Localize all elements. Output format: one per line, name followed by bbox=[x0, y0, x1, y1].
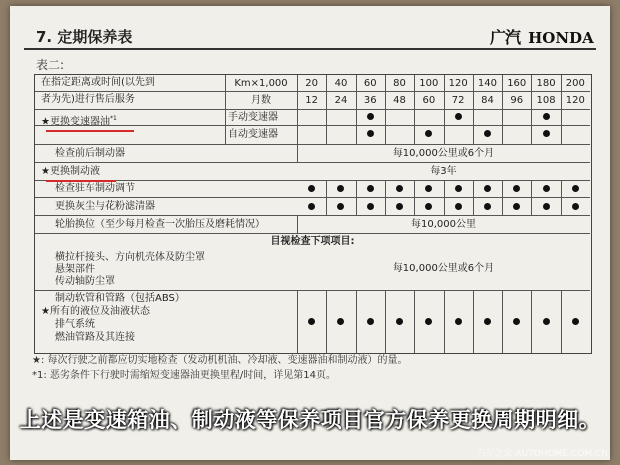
column-divider bbox=[502, 180, 503, 215]
km-value: 120 bbox=[448, 78, 468, 89]
schedule-dot bbox=[543, 113, 550, 120]
column-divider bbox=[473, 180, 474, 215]
km-value: 20 bbox=[305, 78, 319, 89]
column-divider bbox=[414, 290, 415, 353]
schedule-dot bbox=[367, 318, 374, 325]
month-value: 48 bbox=[393, 95, 406, 106]
visual-item: 燃油管路及其连接 bbox=[55, 332, 135, 343]
visual-item: ★所有的液位及油液状态 bbox=[41, 306, 150, 317]
schedule-dot bbox=[367, 113, 374, 120]
column-divider bbox=[561, 180, 562, 215]
visual-item: 排气系统 bbox=[55, 319, 95, 330]
schedule-dot bbox=[543, 185, 550, 192]
km-value: 100 bbox=[419, 78, 439, 89]
column-divider bbox=[444, 180, 445, 215]
km-value: 180 bbox=[536, 78, 556, 89]
row-divider bbox=[225, 91, 590, 92]
highlight-underline bbox=[46, 130, 134, 132]
month-value: 36 bbox=[363, 95, 377, 106]
month-value: 120 bbox=[565, 95, 585, 106]
schedule-dot bbox=[455, 185, 462, 192]
month-value: 96 bbox=[510, 95, 524, 106]
km-value: 160 bbox=[507, 78, 527, 89]
schedule-dot bbox=[396, 203, 403, 210]
month-value: 12 bbox=[305, 95, 319, 106]
schedule-dot bbox=[484, 130, 491, 137]
km-value: 80 bbox=[393, 78, 406, 89]
schedule-dot bbox=[425, 185, 432, 192]
schedule-dot bbox=[572, 185, 579, 192]
row-divider bbox=[35, 109, 590, 110]
visual-check-interval: 每10,000公里或6个月 bbox=[392, 263, 495, 274]
row-divider bbox=[35, 180, 590, 181]
schedule-dot bbox=[455, 203, 462, 210]
column-divider bbox=[385, 290, 386, 353]
tire-rotation-label: 轮胎换位（至少每月检查一次胎压及磨耗情况） bbox=[55, 219, 265, 230]
schedule-dot bbox=[455, 318, 462, 325]
schedule-dot bbox=[484, 185, 491, 192]
brake-fluid-label: ★更换制动液 bbox=[41, 166, 100, 177]
schedule-dot bbox=[513, 185, 520, 192]
km-value: 60 bbox=[363, 78, 377, 89]
schedule-dot bbox=[308, 203, 315, 210]
visual-check-header: 目视检查下项项目: bbox=[270, 236, 355, 247]
maintenance-schedule-page bbox=[10, 6, 610, 460]
km-value: 200 bbox=[565, 78, 585, 89]
gac-logo: 广汽 bbox=[490, 28, 521, 47]
schedule-dot bbox=[367, 203, 374, 210]
column-divider bbox=[531, 290, 532, 353]
footnote-1: *1: 恶劣条件下行驶时需缩短变速器油更换里程/时间，详见第14页。 bbox=[32, 370, 337, 381]
schedule-dot bbox=[513, 203, 520, 210]
schedule-dot bbox=[572, 203, 579, 210]
intro-line-2: 者为先)进行售后服务 bbox=[41, 94, 135, 105]
schedule-dot bbox=[396, 318, 403, 325]
dust-filter-label: 更换灰尘与花粉滤清器 bbox=[55, 201, 155, 212]
schedule-dot bbox=[543, 318, 550, 325]
visual-item: 制动软管和管路（包括ABS） bbox=[55, 293, 185, 304]
column-divider bbox=[356, 290, 357, 353]
schedule-dot bbox=[367, 130, 374, 137]
km-value: 40 bbox=[334, 78, 348, 89]
km-value: 140 bbox=[477, 78, 497, 89]
schedule-dot bbox=[337, 185, 344, 192]
schedule-dot bbox=[484, 318, 491, 325]
column-divider bbox=[473, 290, 474, 353]
schedule-dot bbox=[425, 203, 432, 210]
brake-check-label: 检查前后制动器 bbox=[55, 148, 125, 159]
manual-trans-label: 手动变速器 bbox=[228, 112, 278, 123]
months-label: 月数 bbox=[251, 95, 271, 106]
schedule-dot bbox=[543, 130, 550, 137]
brand-logo bbox=[490, 25, 594, 48]
tire-rotation-interval: 每10,000公里 bbox=[411, 219, 476, 230]
month-value: 72 bbox=[451, 95, 465, 106]
schedule-dot bbox=[543, 203, 550, 210]
column-divider bbox=[385, 180, 386, 215]
column-divider bbox=[444, 290, 445, 353]
column-divider bbox=[531, 180, 532, 215]
brake-fluid-interval: 每3年 bbox=[430, 166, 457, 177]
column-divider bbox=[414, 180, 415, 215]
row-divider bbox=[35, 162, 590, 163]
schedule-dot bbox=[455, 113, 462, 120]
page-title: 7. 定期保养表 bbox=[36, 28, 133, 46]
watermark: 汽车之家 AUTOHOME.COM.CN bbox=[476, 449, 608, 459]
table-subtitle: 表二: bbox=[36, 58, 65, 72]
brake-check-interval: 每10,000公里或6个月 bbox=[392, 148, 495, 159]
column-divider bbox=[326, 180, 327, 215]
schedule-dot bbox=[367, 185, 374, 192]
row-divider bbox=[35, 215, 590, 216]
auto-trans-label: 自动变速器 bbox=[228, 129, 278, 140]
row-divider bbox=[35, 290, 590, 291]
parking-brake-label: 检查驻车制动调节 bbox=[55, 183, 135, 194]
column-divider bbox=[326, 290, 327, 353]
month-value: 84 bbox=[481, 95, 494, 106]
visual-item: 传动轴防尘罩 bbox=[55, 276, 115, 287]
column-divider bbox=[561, 290, 562, 353]
schedule-dot bbox=[396, 185, 403, 192]
month-value: 60 bbox=[422, 95, 436, 106]
month-value: 24 bbox=[334, 95, 348, 106]
highlight-underline bbox=[46, 180, 116, 182]
row-divider bbox=[35, 144, 590, 145]
intro-line-1: 在指定距离或时间(以先到 bbox=[41, 77, 155, 88]
schedule-dot bbox=[425, 318, 432, 325]
visual-item: 悬架部件 bbox=[55, 264, 95, 275]
month-value: 108 bbox=[536, 95, 556, 106]
maintenance-table bbox=[34, 74, 592, 354]
trans-oil-label: ★更换变速器油$^{*1}$ bbox=[41, 115, 117, 128]
column-divider bbox=[502, 290, 503, 353]
footnote-star: ★: 每次行驶之前都应切实地检查（发动机机油、冷却液、变速器油和制动液）的量。 bbox=[32, 355, 408, 366]
header-divider bbox=[24, 48, 596, 50]
schedule-dot bbox=[337, 318, 344, 325]
row-divider bbox=[35, 197, 590, 198]
column-divider bbox=[356, 180, 357, 215]
visual-item: 横拉杆接头、方向机壳体及防尘罩 bbox=[55, 252, 205, 263]
honda-logo: HONDA bbox=[528, 29, 594, 47]
schedule-dot bbox=[308, 318, 315, 325]
image-caption: 上述是变速箱油、制动液等保养项目官方保养更换周期明细。 bbox=[19, 408, 601, 432]
row-divider bbox=[35, 233, 590, 234]
column-divider bbox=[297, 290, 298, 353]
row-divider bbox=[35, 125, 590, 126]
schedule-dot bbox=[513, 318, 520, 325]
schedule-dot bbox=[572, 318, 579, 325]
schedule-dot bbox=[484, 203, 491, 210]
schedule-dot bbox=[308, 185, 315, 192]
schedule-dot bbox=[337, 203, 344, 210]
km-label: Km×1,000 bbox=[234, 78, 288, 89]
schedule-dot bbox=[425, 130, 432, 137]
